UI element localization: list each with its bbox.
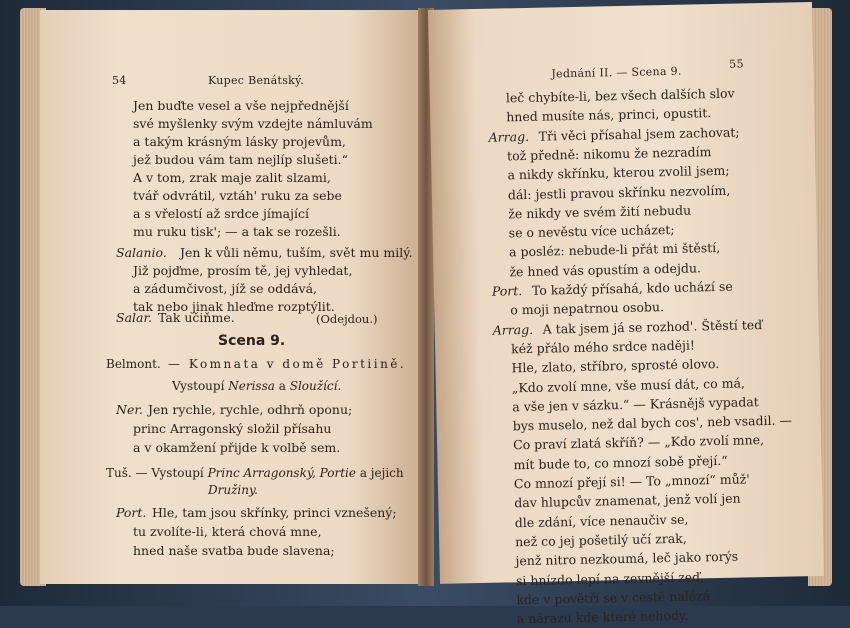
enter-name: Nerissa — [228, 379, 275, 393]
verse-line: Jen buďte vesel a vše nejpřednější — [133, 98, 349, 113]
page-number: 54 — [112, 74, 127, 87]
verse-line: Již pojďme, prosím tě, jej vyhledat, — [133, 263, 353, 278]
stage-direction-enter — [172, 379, 341, 393]
verse-line: To každý přísahá, kdo uchází se — [531, 278, 733, 298]
stage-direction-flourish — [106, 466, 404, 480]
verse-line: než co jej pošetilý učí zrak, — [514, 530, 687, 550]
verse-line: bys muselo, než dal bych cos', neb vsadil. — — [512, 412, 793, 434]
verse-line: Hle, zlato, stříbro, sprosté olovo. — [511, 356, 720, 376]
verse-line: si hnízdo lepí na zevnější zeď, — [515, 568, 705, 588]
running-title: Jednání II. — Scena 9. — [551, 64, 682, 81]
flourish-names: Princ Arragonský, Portie — [207, 466, 356, 480]
speaker-label: Arrag. — [492, 321, 534, 338]
verse-line: dál: jestli pravou skřínku nezvolím, — [507, 182, 731, 202]
verse-line: a vše jen v sázku.“ — Krásnějš vypadat — [512, 393, 759, 415]
speaker-port: Port. — [116, 505, 147, 520]
verse-line: kde v povětří se v cestě nalézá — [516, 588, 711, 608]
verse-line: hned naše svatba bude slavena; — [133, 543, 335, 558]
stage-direction: (Odejdou.) — [316, 312, 378, 326]
left-page — [40, 10, 426, 584]
stage-direction-flourish-end: Družiny. — [208, 483, 258, 497]
verse-line: princ Arragonský složil přísahu — [133, 421, 332, 436]
verse-line: mít bude to, co mnozí sobě přejí.“ — [513, 452, 728, 472]
scene-title: Scena 9. — [218, 333, 286, 349]
running-title: Kupec Benátský. — [208, 74, 304, 87]
speaker-label: Port. — [491, 283, 523, 299]
verse-line: a s vřelostí až srdce jímající — [133, 206, 310, 221]
flourish-mid: a jejich — [359, 466, 404, 480]
verse-line: své myšlenky svým vzdejte námluvám — [133, 116, 373, 131]
verse-line: se o nevěstu více ucházet; — [508, 221, 675, 241]
verse-line: tvář odvrátil, vztáh' ruku za sebe — [133, 188, 342, 203]
verse-line: A tak jsem já se rozhod'. Štěstí teď — [542, 316, 763, 337]
verse-line: Tak učiňme. — [158, 310, 235, 325]
verse-line: že nikdy ve svém žití nebudu — [508, 202, 692, 222]
verse-line: dle zdání, více nenaučiv se, — [514, 511, 689, 530]
verse-line: a zádumčivost, jíž se oddává, — [133, 281, 318, 296]
verse-line: jenž nitro nezkoumá, leč jako rorýs — [515, 548, 739, 569]
verse-line: mu ruku tisk'; — a tak se rozešli. — [133, 224, 341, 239]
verse-line: a nikdy skřínku, kterou zvolil jsem; — [507, 162, 730, 183]
verse-line: leč chybíte-li, bez všech dalších slov — [505, 85, 735, 106]
verse-line: tak nebo jinak hleďme rozptýlit. — [133, 299, 335, 314]
verse-line: jež budou vám tam nejlíp slušeti.“ — [133, 152, 349, 167]
verse-line: tu zvolíte-li, která chová mne, — [133, 524, 322, 539]
verse-line: Co mnozí přejí si! — To „mnozí“ můž' — [513, 471, 750, 492]
verse-line: že hned vás opustím a odejdu. — [509, 260, 702, 280]
verse-line: „Kdo zvolí mne, vše musí dát, co má, — [511, 374, 746, 395]
verse-line: hned musíte nás, princi, opustit. — [506, 105, 712, 125]
verse-line: a posléz: nebude-li přát mi štěstí, — [508, 240, 721, 260]
page-number: 55 — [729, 57, 744, 71]
verse-line: tož předně: nikomu že nezradím — [506, 143, 712, 164]
speaker-ner: Ner. — [116, 402, 143, 417]
verse-line: a takým krásným lásky projevům, — [133, 134, 346, 149]
speaker-salar: Salar. — [116, 310, 153, 325]
enter-name: Sloužící. — [289, 379, 342, 393]
verse-line: Co praví zlatá skříň? — „Kdo zvolí mne, — [512, 432, 765, 453]
location-place: Belmont. — [106, 357, 161, 371]
verse-line: Jen rychle, rychle, odhrň oponu; — [148, 402, 353, 417]
verse-line: Tři věci přísahal jsem zachovat; — [538, 124, 740, 144]
verse-line: Jen k vůli němu, tuším, svět mu milý. — [180, 245, 413, 260]
enter-and: a — [278, 379, 286, 393]
enter-prefix: Vystoupí — [172, 379, 225, 393]
verse-line: a v okamžení přijde k volbě sem. — [133, 440, 341, 455]
verse-line: Hle, tam jsou skřínky, princi vznešený; — [152, 505, 397, 520]
verse-line: dav hlupcův znamenat, jenž volí jen — [514, 490, 741, 511]
speaker-label: Arrag. — [488, 128, 530, 145]
verse-line: kéž přálo mého srdce naději! — [510, 337, 696, 357]
flourish-prefix: Tuš. — Vystoupí — [106, 466, 204, 480]
verse-line: a nárazu kde které nehody. — [516, 607, 689, 627]
verse-line: o moji nepatrnou osobu. — [510, 299, 665, 318]
right-page — [428, 2, 824, 627]
location-room: — Komnata v domě Portiině. — [168, 357, 407, 371]
verse-line: A v tom, zrak maje zalit slzami, — [133, 170, 331, 185]
speaker-salanio: Salanio. — [116, 245, 167, 260]
